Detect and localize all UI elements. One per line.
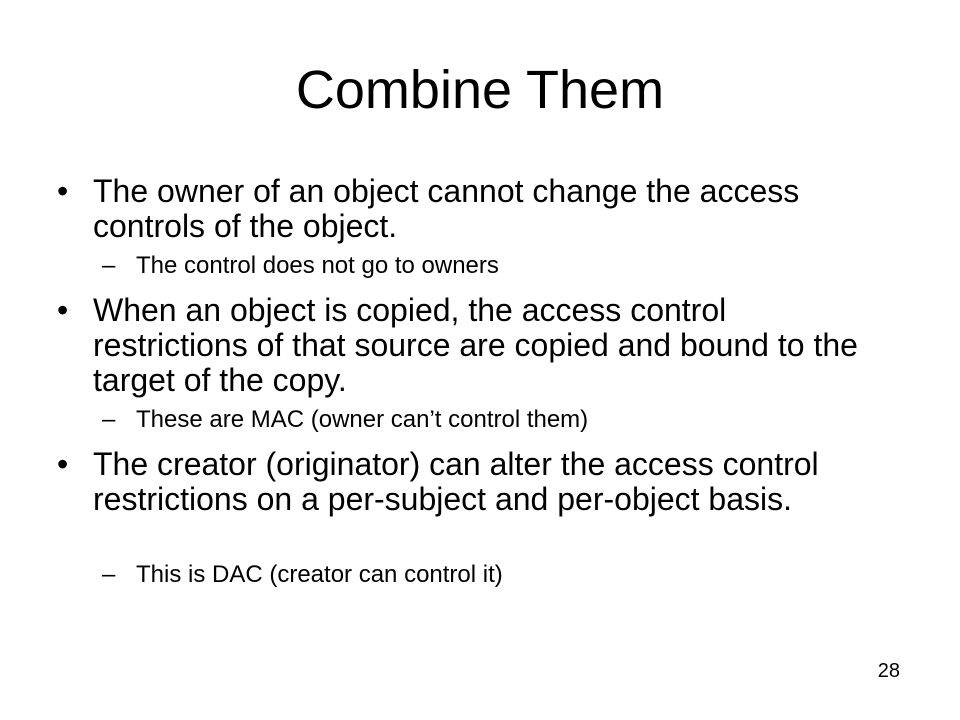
- bullet-item: [57, 446, 873, 517]
- sub-bullet-item: [102, 252, 856, 280]
- bullet-text: When an object is copied, the access control restrictions of that source are copied and bound to the target of the copy.: [93, 292, 858, 398]
- dash-marker: –: [102, 406, 116, 433]
- dash-marker: –: [102, 561, 116, 588]
- sub-bullet-text: These are MAC (owner can’t control them): [136, 406, 589, 433]
- sub-bullet-item: [102, 406, 856, 434]
- sub-bullet-text: The control does not go to owners: [136, 252, 499, 279]
- bullet-marker: •: [57, 292, 69, 328]
- bullet-text: The creator (originator) can alter the access control restrictions on a per-subject and per-object basis.: [93, 446, 819, 517]
- bullet-item: [57, 173, 873, 244]
- page-number: 28: [877, 660, 900, 682]
- sub-bullet-text: This is DAC (creator can control it): [136, 561, 503, 588]
- bullet-item: [57, 292, 873, 398]
- dash-marker: –: [102, 252, 116, 279]
- bullet-marker: •: [57, 173, 69, 209]
- bullet-marker: •: [57, 446, 69, 482]
- bullet-text: The owner of an object cannot change the access controls of the object.: [93, 173, 800, 244]
- slide-title: Combine Them: [295, 60, 665, 120]
- sub-bullet-item: [102, 561, 856, 589]
